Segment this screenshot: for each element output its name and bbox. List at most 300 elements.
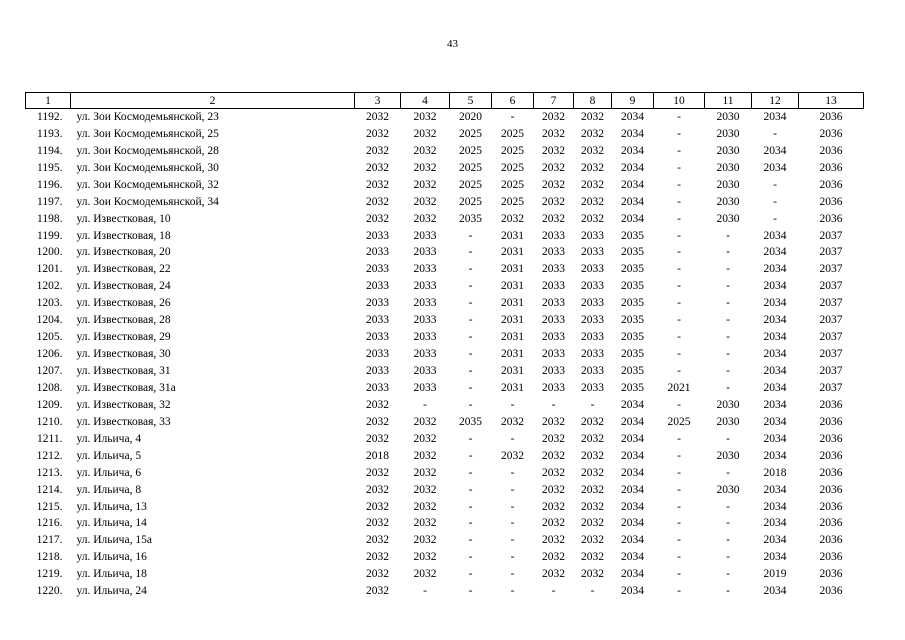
year-cell: 2034 bbox=[763, 229, 787, 242]
year-cell: - bbox=[677, 483, 681, 496]
year-cell: - bbox=[510, 398, 515, 411]
year-cell: 2032 bbox=[366, 466, 389, 479]
table-row bbox=[26, 160, 864, 177]
street-address: ул. Известковая, 30 bbox=[76, 348, 171, 361]
year-cell: 2036 bbox=[819, 178, 843, 191]
year-cell: - bbox=[726, 365, 730, 378]
year-cell: 2035 bbox=[459, 415, 482, 428]
year-cell: 2025 bbox=[667, 415, 691, 428]
street-address: ул. Известковая, 20 bbox=[76, 246, 171, 259]
row-number: 1210. bbox=[36, 415, 63, 428]
year-cell: 2032 bbox=[542, 127, 565, 140]
year-cell: 2030 bbox=[716, 110, 740, 123]
year-cell: - bbox=[468, 229, 473, 242]
year-cell: - bbox=[468, 517, 473, 530]
year-cell: - bbox=[773, 195, 777, 208]
year-cell: 2032 bbox=[542, 483, 565, 496]
year-cell: 2032 bbox=[542, 517, 565, 530]
street-address: ул. Известковая, 33 bbox=[76, 415, 171, 428]
year-cell: - bbox=[726, 348, 730, 361]
year-cell: 2032 bbox=[581, 534, 604, 547]
year-cell: 2032 bbox=[542, 110, 565, 123]
year-cell: - bbox=[468, 331, 473, 344]
year-cell: 2032 bbox=[581, 551, 604, 564]
table-row bbox=[26, 397, 864, 414]
row-number: 1207. bbox=[36, 365, 63, 378]
year-cell: 2030 bbox=[716, 127, 740, 140]
street-address: ул. Известковая, 31 bbox=[76, 365, 171, 378]
year-cell: 2032 bbox=[542, 178, 565, 191]
year-cell: - bbox=[677, 178, 681, 191]
year-cell: - bbox=[551, 398, 556, 411]
column-header-13: 13 bbox=[799, 93, 864, 109]
row-number: 1203. bbox=[36, 297, 63, 310]
year-cell: - bbox=[677, 398, 681, 411]
year-cell: 2033 bbox=[366, 348, 389, 361]
year-cell: 2033 bbox=[542, 280, 565, 293]
street-address: ул. Зои Космодемьянской, 30 bbox=[76, 161, 219, 174]
year-cell: - bbox=[773, 212, 777, 225]
year-cell: 2036 bbox=[819, 127, 843, 140]
year-cell: - bbox=[510, 534, 515, 547]
year-cell: 2037 bbox=[819, 314, 843, 327]
year-cell: 2032 bbox=[581, 466, 604, 479]
year-cell: 2032 bbox=[366, 534, 389, 547]
year-cell: - bbox=[510, 466, 515, 479]
year-cell: 2032 bbox=[542, 432, 565, 445]
year-cell: 2032 bbox=[413, 500, 437, 513]
schedule-table bbox=[25, 92, 864, 600]
year-cell: - bbox=[773, 127, 777, 140]
year-cell: - bbox=[677, 432, 681, 445]
street-address: ул. Известковая, 29 bbox=[76, 331, 171, 344]
year-cell: 2034 bbox=[763, 331, 787, 344]
year-cell: - bbox=[677, 297, 681, 310]
year-cell: 2032 bbox=[366, 195, 389, 208]
row-number: 1216. bbox=[36, 517, 63, 530]
year-cell: 2032 bbox=[413, 127, 437, 140]
year-cell: 2025 bbox=[459, 144, 482, 157]
year-cell: 2032 bbox=[413, 551, 437, 564]
table-row bbox=[26, 431, 864, 448]
year-cell: 2034 bbox=[763, 500, 787, 513]
year-cell: 2037 bbox=[819, 263, 843, 276]
table-row bbox=[26, 245, 864, 262]
year-cell: 2034 bbox=[763, 365, 787, 378]
year-cell: - bbox=[677, 314, 681, 327]
year-cell: 2032 bbox=[542, 161, 565, 174]
year-cell: 2033 bbox=[366, 365, 389, 378]
year-cell: - bbox=[468, 432, 473, 445]
column-header-5: 5 bbox=[450, 93, 492, 109]
year-cell: 2033 bbox=[413, 263, 437, 276]
year-cell: 2033 bbox=[581, 365, 604, 378]
row-number: 1215. bbox=[36, 500, 63, 513]
year-cell: 2032 bbox=[542, 466, 565, 479]
year-cell: 2032 bbox=[413, 449, 437, 462]
year-cell: 2031 bbox=[501, 381, 524, 394]
year-cell: 2032 bbox=[581, 415, 604, 428]
year-cell: - bbox=[423, 398, 427, 411]
year-cell: 2033 bbox=[366, 297, 389, 310]
row-number: 1214. bbox=[36, 483, 63, 496]
year-cell: 2032 bbox=[366, 551, 389, 564]
year-cell: - bbox=[423, 585, 427, 598]
year-cell: - bbox=[590, 585, 595, 598]
year-cell: 2025 bbox=[501, 195, 524, 208]
street-address: ул. Ильича, 5 bbox=[76, 449, 142, 462]
year-cell: 2034 bbox=[621, 161, 644, 174]
year-cell: 2034 bbox=[763, 110, 787, 123]
year-cell: - bbox=[468, 348, 473, 361]
street-address: ул. Известковая, 24 bbox=[76, 280, 171, 293]
year-cell: 2033 bbox=[366, 280, 389, 293]
street-address: ул. Известковая, 22 bbox=[76, 263, 171, 276]
row-number: 1220. bbox=[36, 585, 63, 598]
year-cell: 2036 bbox=[819, 432, 843, 445]
year-cell: 2032 bbox=[413, 178, 437, 191]
year-cell: 2034 bbox=[621, 551, 644, 564]
year-cell: - bbox=[726, 331, 730, 344]
year-cell: 2034 bbox=[621, 534, 644, 547]
year-cell: 2030 bbox=[716, 161, 740, 174]
year-cell: - bbox=[677, 263, 681, 276]
year-cell: - bbox=[726, 585, 730, 598]
year-cell: 2032 bbox=[366, 110, 389, 123]
year-cell: 2032 bbox=[581, 432, 604, 445]
table-row bbox=[26, 312, 864, 329]
table-row bbox=[26, 363, 864, 380]
year-cell: 2037 bbox=[819, 280, 843, 293]
table-row bbox=[26, 346, 864, 363]
table-row bbox=[26, 261, 864, 278]
year-cell: 2035 bbox=[621, 365, 644, 378]
year-cell: 2030 bbox=[716, 449, 740, 462]
table-row bbox=[26, 380, 864, 397]
year-cell: 2036 bbox=[819, 517, 843, 530]
year-cell: 2019 bbox=[763, 568, 787, 581]
year-cell: 2032 bbox=[501, 212, 524, 225]
row-number: 1206. bbox=[36, 348, 63, 361]
year-cell: 2032 bbox=[542, 415, 565, 428]
year-cell: 2031 bbox=[501, 280, 524, 293]
year-cell: 2033 bbox=[581, 280, 604, 293]
year-cell: 2032 bbox=[581, 483, 604, 496]
table-row bbox=[26, 278, 864, 295]
year-cell: 2033 bbox=[581, 297, 604, 310]
table-row bbox=[26, 465, 864, 482]
year-cell: 2033 bbox=[413, 246, 437, 259]
year-cell: 2036 bbox=[819, 568, 843, 581]
year-cell: - bbox=[726, 432, 730, 445]
row-number: 1199. bbox=[37, 229, 63, 242]
year-cell: - bbox=[677, 229, 681, 242]
year-cell: 2033 bbox=[413, 280, 437, 293]
year-cell: 2032 bbox=[581, 178, 604, 191]
year-cell: 2031 bbox=[501, 263, 524, 276]
year-cell: - bbox=[726, 229, 730, 242]
year-cell: - bbox=[510, 110, 515, 123]
year-cell: 2033 bbox=[413, 229, 437, 242]
column-header-6: 6 bbox=[492, 93, 534, 109]
year-cell: 2034 bbox=[763, 280, 787, 293]
year-cell: 2030 bbox=[716, 144, 740, 157]
year-cell: 2033 bbox=[366, 381, 389, 394]
year-cell: - bbox=[677, 212, 681, 225]
street-address: ул. Зои Космодемьянской, 32 bbox=[76, 178, 219, 191]
year-cell: - bbox=[510, 585, 515, 598]
year-cell: - bbox=[468, 381, 473, 394]
year-cell: 2037 bbox=[819, 381, 843, 394]
table-row bbox=[26, 583, 864, 600]
year-cell: 2031 bbox=[501, 365, 524, 378]
year-cell: 2034 bbox=[763, 263, 787, 276]
year-cell: - bbox=[468, 449, 473, 462]
year-cell: - bbox=[468, 398, 473, 411]
row-number: 1198. bbox=[37, 212, 63, 225]
year-cell: 2033 bbox=[366, 229, 389, 242]
year-cell: 2025 bbox=[501, 161, 524, 174]
year-cell: 2036 bbox=[819, 161, 843, 174]
street-address: ул. Известковая, 28 bbox=[76, 314, 171, 327]
year-cell: 2032 bbox=[366, 161, 389, 174]
year-cell: - bbox=[726, 381, 730, 394]
year-cell: 2033 bbox=[413, 348, 437, 361]
year-cell: 2025 bbox=[459, 127, 482, 140]
row-number: 1204. bbox=[36, 314, 63, 327]
street-address: ул. Зои Космодемьянской, 34 bbox=[76, 195, 219, 208]
year-cell: - bbox=[677, 365, 681, 378]
table-row bbox=[26, 549, 864, 566]
column-header-8: 8 bbox=[574, 93, 612, 109]
year-cell: 2036 bbox=[819, 466, 843, 479]
year-cell: - bbox=[510, 568, 515, 581]
year-cell: 2034 bbox=[763, 161, 787, 174]
year-cell: 2036 bbox=[819, 212, 843, 225]
year-cell: - bbox=[468, 568, 473, 581]
year-cell: - bbox=[726, 263, 730, 276]
year-cell: 2033 bbox=[366, 331, 389, 344]
year-cell: - bbox=[468, 263, 473, 276]
column-header-3: 3 bbox=[355, 93, 401, 109]
year-cell: - bbox=[468, 466, 473, 479]
year-cell: 2032 bbox=[366, 127, 389, 140]
row-number: 1208. bbox=[36, 381, 63, 394]
year-cell: 2034 bbox=[763, 144, 787, 157]
year-cell: 2031 bbox=[501, 246, 524, 259]
year-cell: 2034 bbox=[763, 585, 787, 598]
year-cell: 2032 bbox=[581, 212, 604, 225]
year-cell: 2032 bbox=[542, 449, 565, 462]
year-cell: 2034 bbox=[763, 551, 787, 564]
year-cell: 2025 bbox=[501, 144, 524, 157]
row-number: 1212. bbox=[36, 449, 63, 462]
table-row bbox=[26, 482, 864, 499]
table-header-row bbox=[26, 93, 864, 109]
year-cell: 2034 bbox=[763, 449, 787, 462]
year-cell: 2033 bbox=[581, 246, 604, 259]
year-cell: - bbox=[677, 144, 681, 157]
table-row bbox=[26, 329, 864, 346]
table-row bbox=[26, 228, 864, 245]
year-cell: 2036 bbox=[819, 534, 843, 547]
year-cell: - bbox=[510, 517, 515, 530]
street-address: ул. Зои Космодемьянской, 28 bbox=[76, 144, 219, 157]
year-cell: 2030 bbox=[716, 212, 740, 225]
year-cell: - bbox=[468, 534, 473, 547]
year-cell: 2034 bbox=[621, 466, 644, 479]
year-cell: 2032 bbox=[413, 161, 437, 174]
year-cell: 2032 bbox=[366, 585, 389, 598]
street-address: ул. Известковая, 18 bbox=[76, 229, 171, 242]
year-cell: 2031 bbox=[501, 297, 524, 310]
year-cell: 2033 bbox=[413, 331, 437, 344]
year-cell: - bbox=[726, 500, 730, 513]
year-cell: 2034 bbox=[621, 110, 644, 123]
year-cell: - bbox=[773, 178, 777, 191]
year-cell: 2032 bbox=[413, 517, 437, 530]
year-cell: 2033 bbox=[413, 365, 437, 378]
year-cell: 2032 bbox=[366, 398, 389, 411]
table-row bbox=[26, 499, 864, 516]
year-cell: 2030 bbox=[716, 398, 740, 411]
year-cell: - bbox=[726, 314, 730, 327]
year-cell: 2032 bbox=[581, 449, 604, 462]
year-cell: 2033 bbox=[542, 331, 565, 344]
year-cell: 2036 bbox=[819, 585, 843, 598]
year-cell: - bbox=[468, 297, 473, 310]
column-header-2: 2 bbox=[71, 93, 355, 109]
year-cell: 2032 bbox=[366, 568, 389, 581]
year-cell: 2032 bbox=[501, 449, 524, 462]
table-row bbox=[26, 566, 864, 583]
table-body bbox=[26, 109, 864, 601]
year-cell: 2031 bbox=[501, 331, 524, 344]
year-cell: - bbox=[468, 551, 473, 564]
year-cell: - bbox=[726, 568, 730, 581]
year-cell: - bbox=[677, 246, 681, 259]
column-header-12: 12 bbox=[752, 93, 799, 109]
table-row bbox=[26, 109, 864, 126]
year-cell: 2030 bbox=[716, 415, 740, 428]
year-cell: 2020 bbox=[459, 110, 482, 123]
table-row bbox=[26, 194, 864, 211]
page-number: 43 bbox=[447, 38, 458, 50]
year-cell: 2034 bbox=[621, 500, 644, 513]
year-cell: - bbox=[468, 365, 473, 378]
street-address: ул. Известковая, 10 bbox=[76, 212, 171, 225]
year-cell: - bbox=[726, 297, 730, 310]
year-cell: 2025 bbox=[459, 178, 482, 191]
year-cell: - bbox=[726, 534, 730, 547]
year-cell: 2034 bbox=[763, 398, 787, 411]
row-number: 1219. bbox=[36, 568, 63, 581]
table-row bbox=[26, 295, 864, 312]
year-cell: 2032 bbox=[413, 568, 437, 581]
street-address: ул. Зои Космодемьянской, 23 bbox=[76, 110, 219, 123]
year-cell: 2033 bbox=[581, 314, 604, 327]
year-cell: 2032 bbox=[542, 534, 565, 547]
year-cell: 2031 bbox=[501, 348, 524, 361]
row-number: 1217. bbox=[36, 534, 63, 547]
year-cell: - bbox=[468, 500, 473, 513]
year-cell: 2037 bbox=[819, 365, 843, 378]
year-cell: - bbox=[726, 280, 730, 293]
year-cell: 2034 bbox=[763, 432, 787, 445]
year-cell: 2032 bbox=[501, 415, 524, 428]
year-cell: 2035 bbox=[621, 348, 644, 361]
year-cell: 2033 bbox=[581, 348, 604, 361]
year-cell: 2025 bbox=[459, 161, 482, 174]
year-cell: 2037 bbox=[819, 297, 843, 310]
year-cell: 2033 bbox=[413, 297, 437, 310]
table-row bbox=[26, 448, 864, 465]
year-cell: 2032 bbox=[413, 144, 437, 157]
year-cell: 2035 bbox=[621, 381, 644, 394]
year-cell: 2036 bbox=[819, 415, 843, 428]
year-cell: 2033 bbox=[413, 314, 437, 327]
year-cell: 2034 bbox=[763, 348, 787, 361]
year-cell: 2034 bbox=[621, 449, 644, 462]
year-cell: 2033 bbox=[413, 381, 437, 394]
year-cell: 2033 bbox=[542, 365, 565, 378]
row-number: 1218. bbox=[36, 551, 63, 564]
year-cell: 2033 bbox=[366, 246, 389, 259]
year-cell: 2034 bbox=[621, 178, 644, 191]
year-cell: 2033 bbox=[366, 263, 389, 276]
year-cell: 2033 bbox=[581, 229, 604, 242]
year-cell: 2034 bbox=[621, 585, 644, 598]
year-cell: 2032 bbox=[413, 110, 437, 123]
street-address: ул. Ильича, 16 bbox=[76, 551, 147, 564]
year-cell: 2034 bbox=[621, 568, 644, 581]
year-cell: - bbox=[677, 551, 681, 564]
year-cell: - bbox=[677, 449, 681, 462]
street-address: ул. Ильича, 24 bbox=[76, 585, 147, 598]
year-cell: - bbox=[468, 483, 473, 496]
row-number: 1193. bbox=[37, 127, 63, 140]
year-cell: 2033 bbox=[542, 314, 565, 327]
year-cell: 2032 bbox=[366, 178, 389, 191]
year-cell: 2033 bbox=[581, 263, 604, 276]
year-cell: 2033 bbox=[542, 229, 565, 242]
year-cell: - bbox=[677, 568, 681, 581]
year-cell: 2032 bbox=[413, 415, 437, 428]
street-address: ул. Известковая, 31а bbox=[76, 381, 176, 394]
year-cell: 2032 bbox=[542, 144, 565, 157]
year-cell: - bbox=[726, 517, 730, 530]
year-cell: - bbox=[510, 551, 515, 564]
year-cell: - bbox=[468, 280, 473, 293]
year-cell: 2035 bbox=[621, 229, 644, 242]
year-cell: 2034 bbox=[621, 517, 644, 530]
year-cell: 2035 bbox=[621, 263, 644, 276]
year-cell: - bbox=[677, 500, 681, 513]
street-address: ул. Ильича, 18 bbox=[76, 568, 147, 581]
year-cell: - bbox=[726, 246, 730, 259]
year-cell: 2036 bbox=[819, 551, 843, 564]
year-cell: 2030 bbox=[716, 195, 740, 208]
column-header-7: 7 bbox=[534, 93, 574, 109]
column-header-4: 4 bbox=[401, 93, 450, 109]
year-cell: 2034 bbox=[763, 297, 787, 310]
year-cell: 2032 bbox=[581, 110, 604, 123]
year-cell: 2018 bbox=[763, 466, 787, 479]
year-cell: 2034 bbox=[763, 246, 787, 259]
year-cell: 2021 bbox=[667, 381, 691, 394]
table-row bbox=[26, 177, 864, 194]
year-cell: - bbox=[677, 280, 681, 293]
